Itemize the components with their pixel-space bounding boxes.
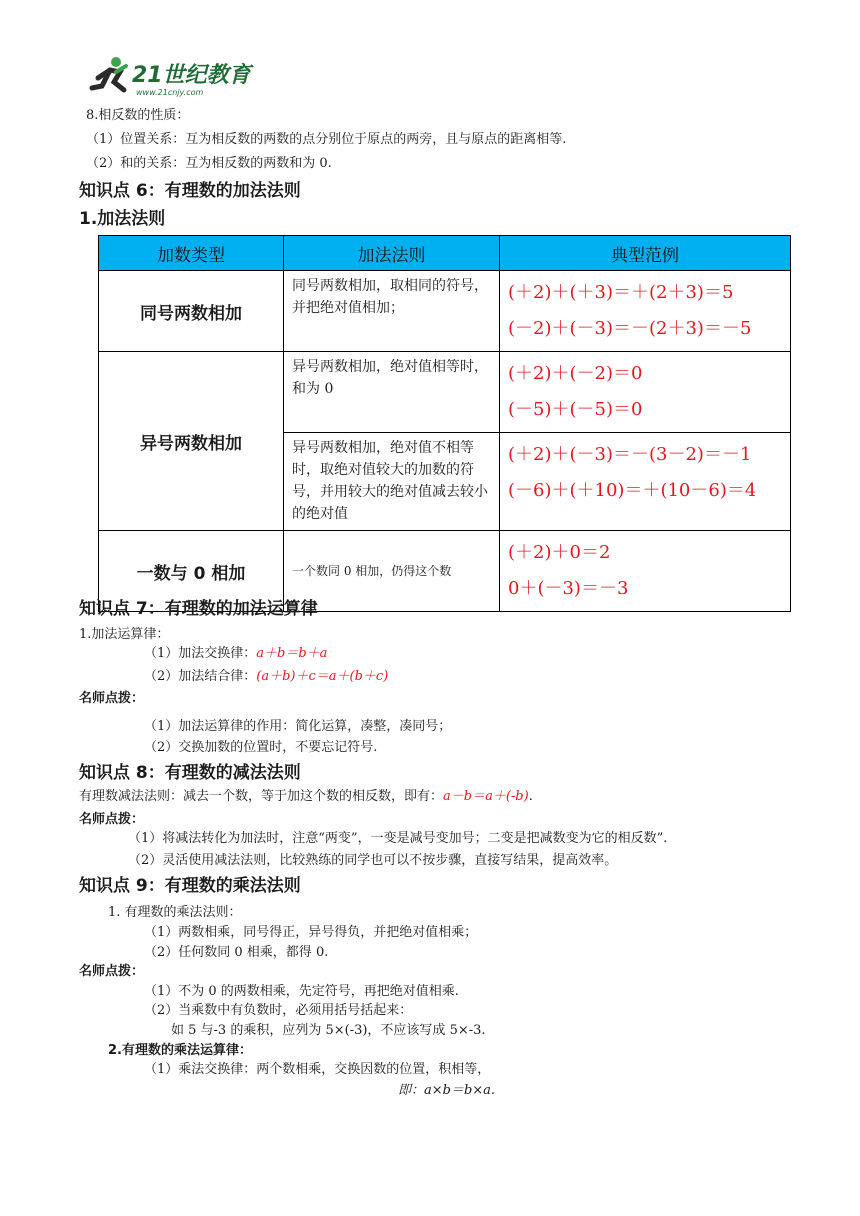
type-opposite-sign: 异号两数相加	[99, 352, 284, 531]
k8-tips-label: 名师点拨：	[79, 812, 145, 827]
example-line: (＋2)＋(－3)＝－(3－2)＝－1	[508, 444, 752, 465]
k8-rule-formula: a－b＝a＋(-b)	[443, 789, 529, 804]
k9-rule1: （1）两数相乘，同号得正，异号得负，并把绝对值相乘；	[144, 925, 478, 940]
k7-tips-label: 名师点拨：	[79, 691, 145, 706]
addition-rules-table	[98, 235, 791, 612]
type-add-zero: 一数与 0 相加	[99, 531, 284, 612]
k7-subtitle: 1.加法运算律：	[79, 627, 170, 642]
rule-same-sign: 同号两数相加，取相同的符号，并把绝对值相加；	[284, 271, 500, 352]
k8-rule	[79, 788, 533, 806]
example-line: (－6)＋(＋10)＝＋(10－6)＝4	[508, 480, 757, 501]
example-line: (＋2)＋(＋3)＝＋(2＋3)＝5	[508, 282, 734, 303]
k6-title: 知识点 6：有理数的加法法则	[79, 181, 301, 201]
table-row	[99, 271, 791, 352]
examples-opposite-unequal	[500, 433, 791, 531]
sec8-title: 8.相反数的性质：	[86, 108, 190, 123]
k9-tip1: （1）不为 0 的两数相乘，先定符号，再把绝对值相乘.	[144, 984, 459, 999]
examples-same-sign	[500, 271, 791, 352]
rule-opposite-unequal: 异号两数相加，绝对值不相等时，取绝对值较大的加数的符号，并用较大的绝对值减去较小的绝对值	[284, 433, 500, 531]
rule-opposite-equal: 异号两数相加，绝对值相等时，和为 0	[284, 352, 500, 433]
k8-tip1: （1）将减法转化为加法时，注意“两变”，一变是减号变加号；二变是把减数变为它的相反数”.	[128, 831, 668, 846]
k9-tips-label: 名师点拨：	[79, 964, 145, 979]
k9-subtitle1: 1. 有理数的乘法法则：	[108, 905, 242, 920]
k9-law1: （1）乘法交换律：两个数相乘，交换因数的位置，积相等，	[144, 1062, 491, 1077]
example-line: (－5)＋(－5)＝0	[508, 399, 643, 420]
sec8-item2: （2）和的关系：互为相反数的两数和为 0.	[86, 156, 332, 171]
logo	[86, 52, 256, 102]
k9-rule2: （2）任何数同 0 相乘，都得 0.	[144, 945, 329, 960]
k8-title: 知识点 8：有理数的减法法则	[79, 763, 301, 783]
header-typical-example: 典型范例	[500, 236, 791, 271]
example-line: (＋2)＋0＝2	[508, 542, 611, 563]
logo-url: www.21cnjy.com	[136, 88, 204, 97]
sec8-item1: （1）位置关系：互为相反数的两数的点分别位于原点的两旁，且与原点的距离相等.	[86, 132, 567, 147]
table-header-row	[99, 236, 791, 271]
header-addition-rule: 加法法则	[284, 236, 500, 271]
k7-tip2: （2）交换加数的位置时，不要忘记符号.	[144, 740, 378, 755]
commutative-formula: a＋b＝b＋a	[256, 646, 328, 661]
examples-opposite-equal	[500, 352, 791, 433]
example-line: (＋2)＋(－2)＝0	[508, 363, 643, 384]
k9-law1-formula: 即：a×b＝b×a.	[398, 1083, 496, 1098]
table-row	[99, 352, 791, 433]
k9-tip2: （2）当乘数中有负数时，必须用括号括起来：	[144, 1003, 413, 1018]
runner-logo-icon	[86, 52, 256, 102]
header-addend-type: 加数类型	[99, 236, 284, 271]
k8-rule-text: 有理数减法法则：减去一个数，等于加这个数的相反数，即有：	[79, 789, 444, 804]
k7-tip1: （1）加法运算律的作用：简化运算，凑整，凑同号；	[144, 719, 452, 734]
k8-rule-end: .	[528, 789, 533, 804]
logo-text: 21世纪教育	[132, 63, 251, 88]
associative-label: （2）加法结合律：	[144, 669, 257, 684]
k7-commutative	[144, 645, 327, 663]
examples-add-zero	[500, 531, 791, 612]
commutative-label: （1）加法交换律：	[144, 646, 257, 661]
k6-subtitle: 1.加法法则	[79, 209, 166, 229]
rule-add-zero: 一个数同 0 相加，仍得这个数	[284, 531, 500, 612]
k8-tip2: （2）灵活使用减法法则，比较熟练的同学也可以不按步骤，直接写结果，提高效率。	[128, 853, 618, 868]
k9-tip2-example: 如 5 与-3 的乘积，应列为 5×(-3)，不应该写成 5×-3.	[171, 1023, 486, 1038]
k7-title: 知识点 7：有理数的加法运算律	[79, 599, 318, 619]
example-line: (－2)＋(－3)＝－(2＋3)＝－5	[508, 318, 752, 339]
example-line: 0＋(－3)＝－3	[508, 578, 629, 599]
k9-title: 知识点 9：有理数的乘法法则	[79, 876, 301, 896]
type-same-sign: 同号两数相加	[99, 271, 284, 352]
k9-subtitle2: 2.有理数的乘法运算律：	[108, 1043, 252, 1058]
associative-formula: (a＋b)＋c＝a＋(b＋c)	[256, 669, 389, 684]
k7-associative	[144, 668, 388, 686]
